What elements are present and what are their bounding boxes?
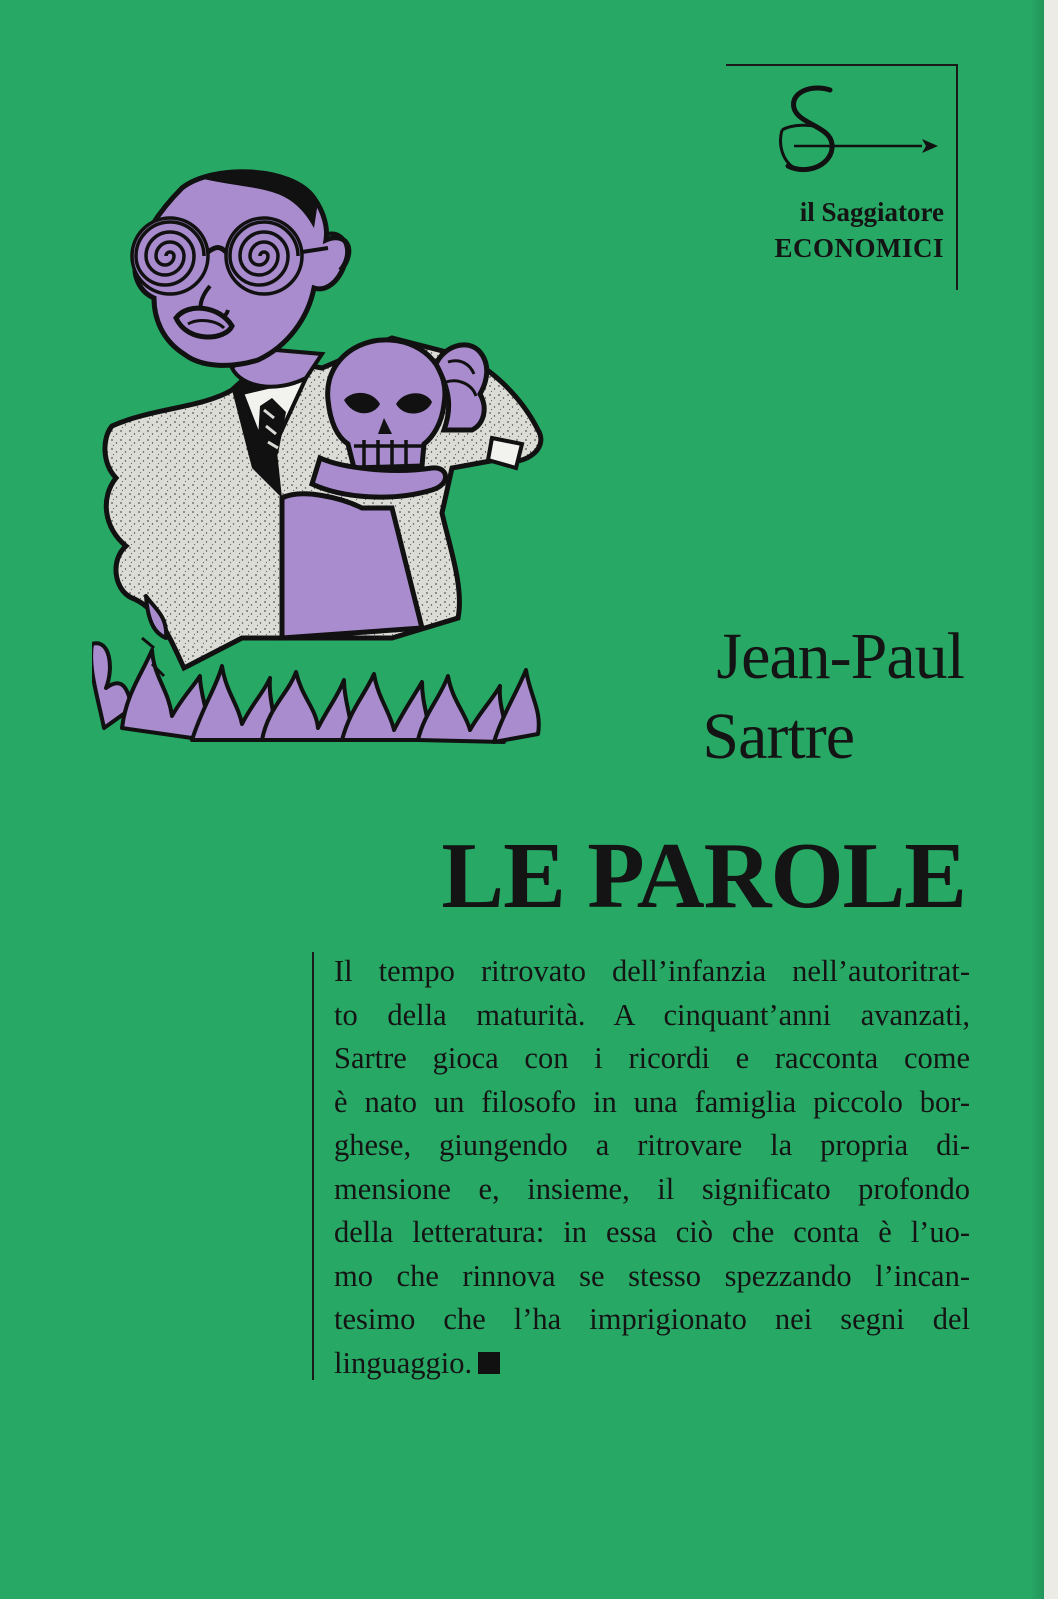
blurb-line: Il tempo ritrovato dell’infanzia nell’autoritrat- — [334, 954, 970, 988]
blurb-text — [334, 950, 970, 1385]
blurb-line: mo che rinnova se stesso spezzando l’incan- — [334, 1258, 970, 1293]
blurb-line: della letteratura: in essa ciò che conta è l’uo- — [334, 1215, 970, 1249]
s-with-arrow-logo-icon — [772, 84, 942, 184]
caricature-man-holding-skull-in-flames-icon — [92, 168, 572, 764]
blurb-vertical-rule — [312, 952, 314, 1380]
author-first-name: Jean-Paul — [716, 620, 964, 693]
blurb-line: mensione e, insieme, il significato profondo — [334, 1171, 970, 1206]
blurb-line: to della maturità. A cinquant’anni avanzati, — [334, 997, 970, 1032]
book-title: LE PAROLE — [441, 824, 966, 928]
publisher-series: ECONOMICI — [774, 233, 944, 263]
blurb-line: è nato un filosofo in una famiglia piccolo bor- — [334, 1084, 970, 1119]
end-mark-square-icon — [478, 1352, 500, 1374]
blurb-line-last — [334, 1342, 970, 1386]
publisher-box-top-rule — [726, 64, 958, 66]
publisher-name: il Saggiatore — [799, 197, 944, 227]
blurb-line: ghese, giungendo a ritrovare la propria di- — [334, 1128, 970, 1162]
publisher-box-side-rule — [956, 64, 958, 290]
blurb-line: tesimo che l’ha imprigionato nei segni del — [334, 1302, 970, 1336]
blurb-last-words: linguaggio. — [334, 1345, 473, 1380]
blurb-line: Sartre gioca con i ricordi e racconta come — [334, 1041, 970, 1075]
page-edge — [1044, 0, 1058, 1599]
author-last-name: Sartre — [702, 700, 854, 773]
